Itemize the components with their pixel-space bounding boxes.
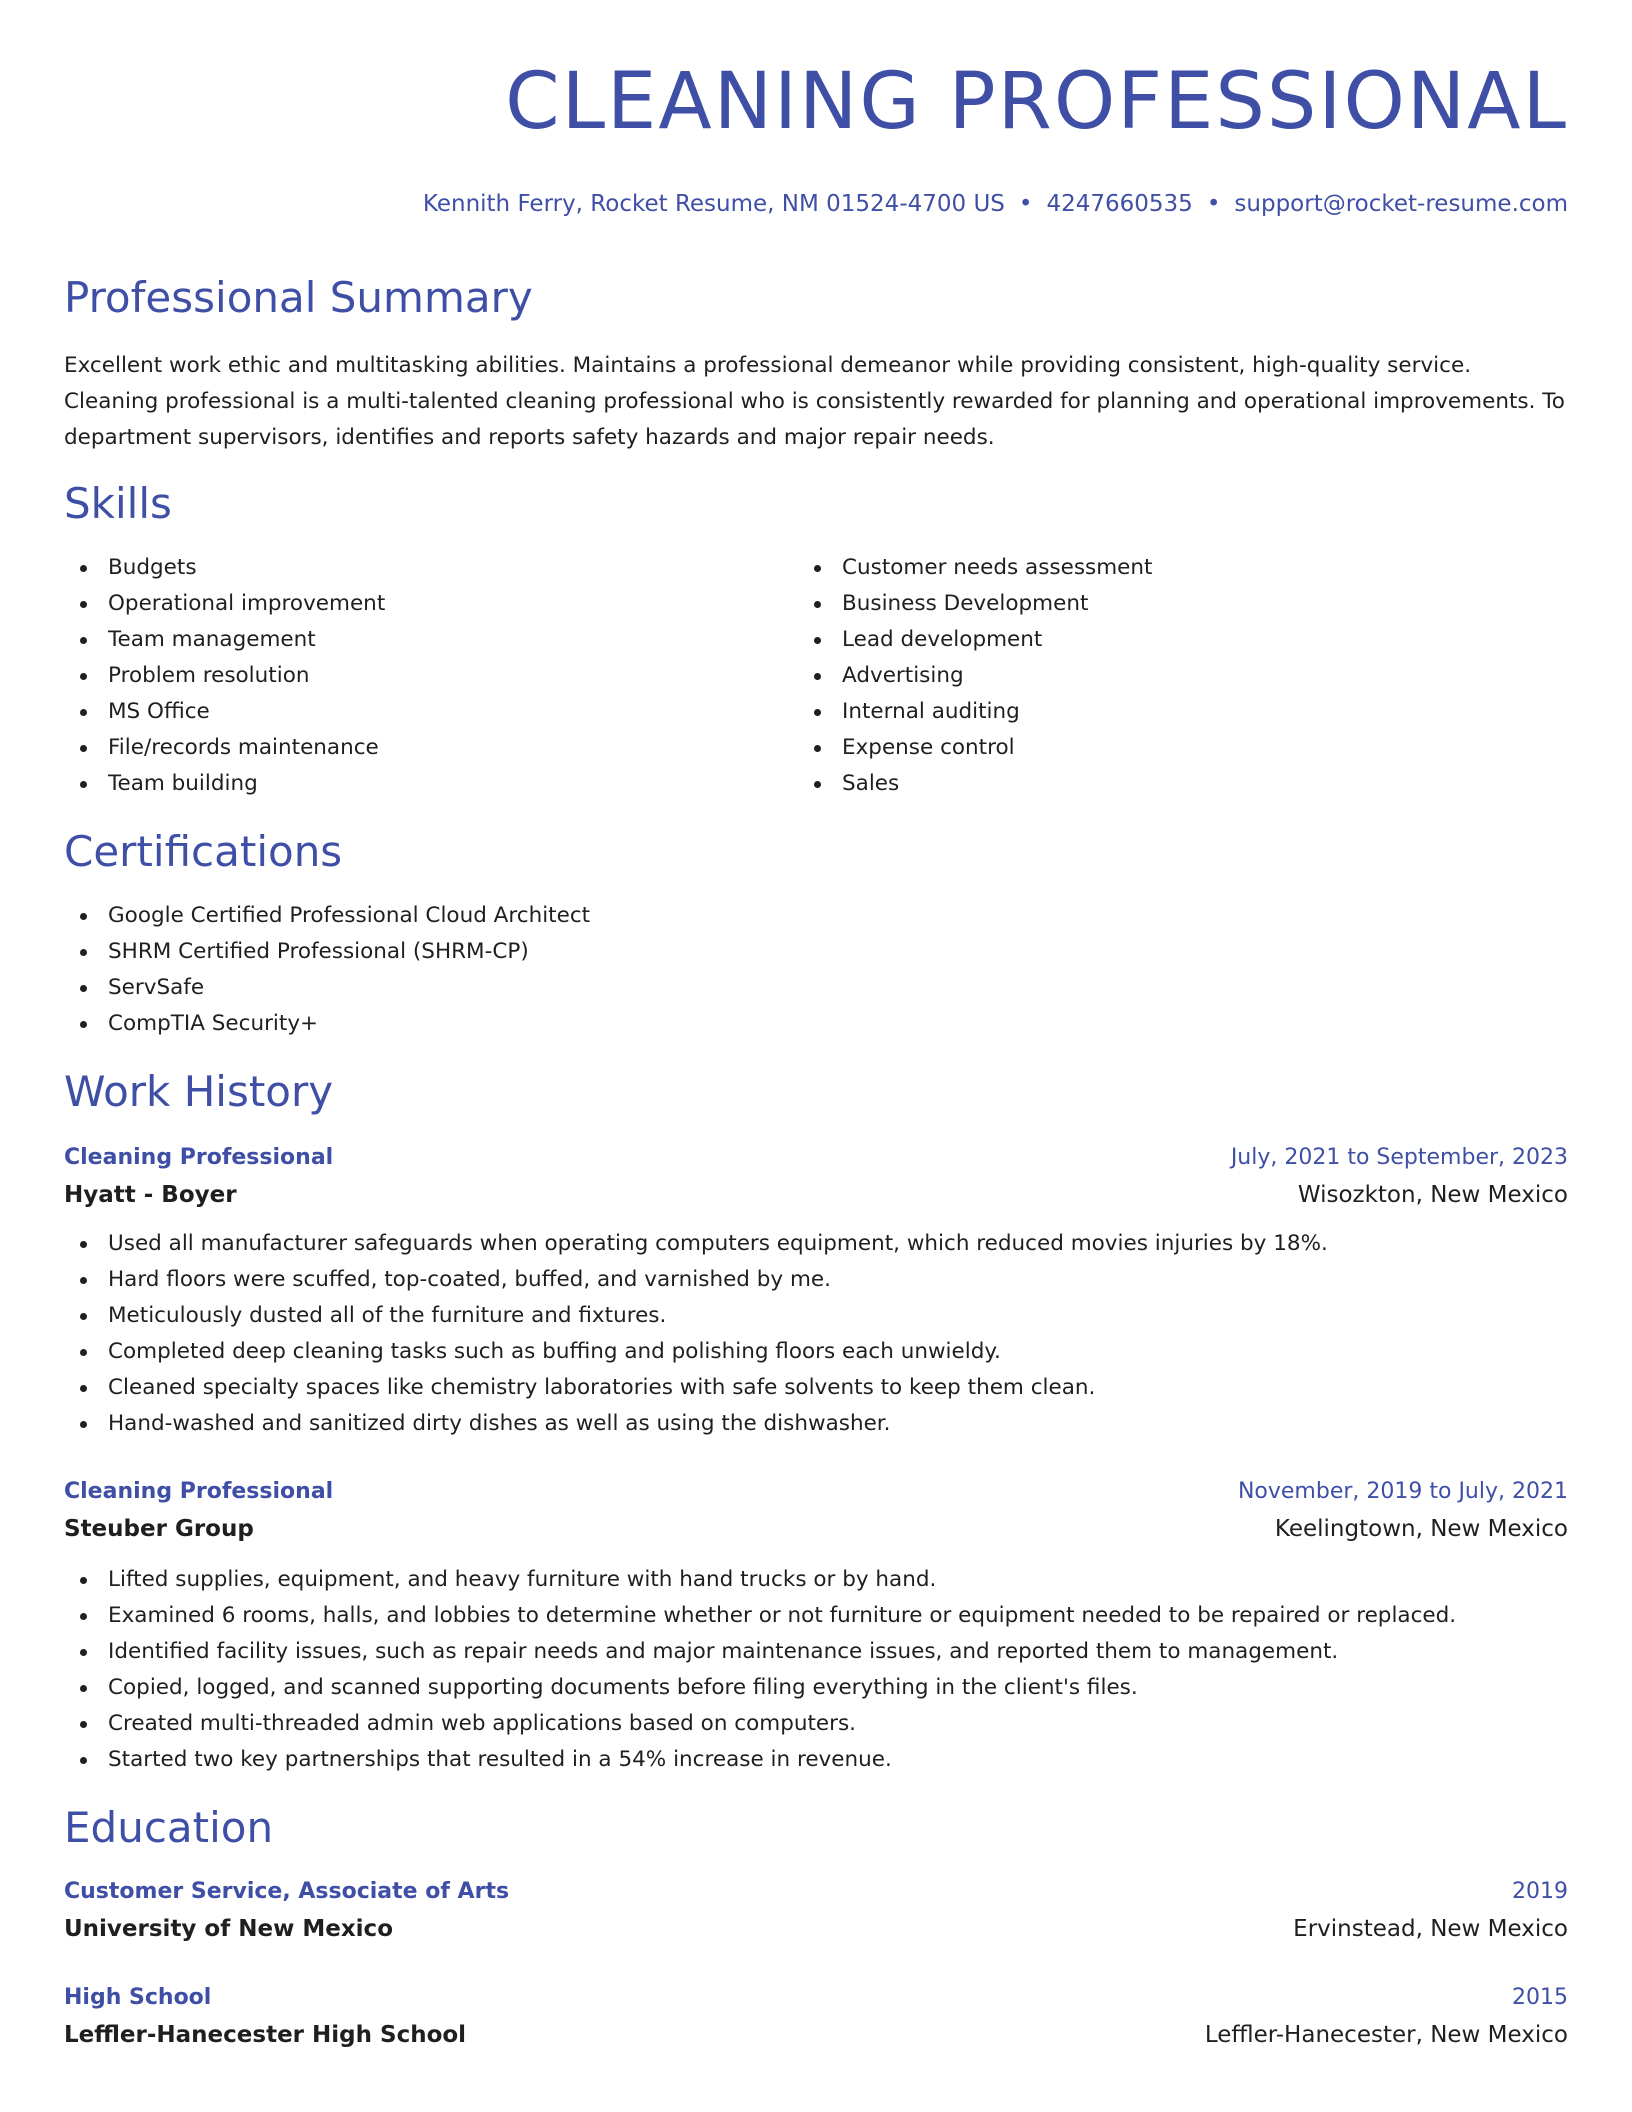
job-bullet: Lifted supplies, equipment, and heavy furniture with hand trucks or by hand. (64, 1562, 1568, 1598)
job-bullet: Completed deep cleaning tasks such as buffing and polishing floors each unwieldy. (64, 1334, 1568, 1370)
job-bullet: Hand-washed and sanitized dirty dishes as well as using the dishwasher. (64, 1406, 1568, 1442)
skill-item: Budgets (64, 550, 798, 586)
education-location: Leffler-Hanecester, New Mexico (1204, 2022, 1568, 2048)
education-entry (64, 1980, 1568, 2054)
resume-title: CLEANING PROFESSIONAL (505, 57, 1568, 147)
job-bullets (64, 1226, 1568, 1442)
education-entry (64, 1874, 1568, 1948)
job-title: Cleaning Professional (64, 1479, 334, 1504)
job-bullet: Created multi-threaded admin web applications based on computers. (64, 1706, 1568, 1742)
job-bullet: Identified facility issues, such as repair needs and major maintenance issues, and reported them to management. (64, 1634, 1568, 1670)
education-school: University of New Mexico (64, 1916, 393, 1942)
skill-item: Team management (64, 622, 798, 658)
skill-item: Team building (64, 766, 798, 802)
job-location: Keelingtown, New Mexico (1274, 1516, 1568, 1542)
skill-item: Expense control (798, 730, 1532, 766)
job-bullet: Copied, logged, and scanned supporting documents before filing everything in the client's files. (64, 1670, 1568, 1706)
job-bullet: Examined 6 rooms, halls, and lobbies to determine whether or not furniture or equipment needed to be repaired or replaced. (64, 1598, 1568, 1634)
contact-email: support@rocket-resume.com (1234, 191, 1568, 217)
certifications-heading: Certifications (64, 827, 343, 876)
education-year: 2019 (1512, 1879, 1568, 1904)
job-entry (64, 1474, 1568, 1778)
job-bullet: Started two key partnerships that resulted in a 54% increase in revenue. (64, 1742, 1568, 1778)
skill-item: MS Office (64, 694, 798, 730)
skills-column-left (64, 550, 798, 802)
skills-heading: Skills (64, 479, 172, 528)
job-employer: Steuber Group (64, 1516, 254, 1542)
job-bullet: Used all manufacturer safeguards when operating computers equipment, which reduced movies injuries by 18%. (64, 1226, 1568, 1262)
job-bullets (64, 1562, 1568, 1778)
contact-separator: • (1206, 191, 1221, 217)
certifications-list (64, 898, 1568, 1042)
skill-item: Operational improvement (64, 586, 798, 622)
summary-text: Excellent work ethic and multitasking abilities. Maintains a professional demeanor while providing consistent, high-quality service. Cleaning professional is a multi-talented cleaning professional who is consistently rewarded for planning and operational improvements. To department supervisors, identifies and reports safety hazards and major repair needs. (64, 353, 1565, 450)
summary-heading: Professional Summary (64, 273, 533, 322)
contact-line (64, 188, 1568, 220)
skill-item: Customer needs assessment (798, 550, 1532, 586)
education-heading: Education (64, 1803, 274, 1852)
skill-item: Lead development (798, 622, 1532, 658)
skill-item: Sales (798, 766, 1532, 802)
certification-item: Google Certified Professional Cloud Architect (64, 898, 1568, 934)
job-employer: Hyatt - Boyer (64, 1182, 237, 1208)
skills-list (64, 550, 1568, 802)
job-title: Cleaning Professional (64, 1145, 334, 1170)
job-bullet: Meticulously dusted all of the furniture and fixtures. (64, 1298, 1568, 1334)
work-history-heading: Work History (64, 1067, 334, 1116)
skill-item: Business Development (798, 586, 1532, 622)
education-location: Ervinstead, New Mexico (1293, 1916, 1568, 1942)
skills-column-right (798, 550, 1532, 802)
skill-item: Advertising (798, 658, 1532, 694)
certification-item: ServSafe (64, 970, 1568, 1006)
job-bullet: Cleaned specialty spaces like chemistry laboratories with safe solvents to keep them clean. (64, 1370, 1568, 1406)
contact-address: Kennith Ferry, Rocket Resume, NM 01524-4700 US (422, 191, 1005, 217)
job-location: Wisozkton, New Mexico (1297, 1182, 1568, 1208)
skill-item: File/records maintenance (64, 730, 798, 766)
education-degree: Customer Service, Associate of Arts (64, 1879, 510, 1904)
job-entry (64, 1140, 1568, 1442)
job-dates: July, 2021 to September, 2023 (1230, 1145, 1568, 1170)
education-degree: High School (64, 1985, 212, 2010)
job-bullet: Hard floors were scuffed, top-coated, buffed, and varnished by me. (64, 1262, 1568, 1298)
job-dates: November, 2019 to July, 2021 (1237, 1479, 1568, 1504)
education-school: Leffler-Hanecester High School (64, 2022, 467, 2048)
certification-item: CompTIA Security+ (64, 1006, 1568, 1042)
contact-phone: 4247660535 (1046, 191, 1193, 217)
contact-separator: • (1018, 191, 1033, 217)
skill-item: Internal auditing (798, 694, 1532, 730)
certification-item: SHRM Certified Professional (SHRM-CP) (64, 934, 1568, 970)
skill-item: Problem resolution (64, 658, 798, 694)
education-year: 2015 (1512, 1985, 1568, 2010)
